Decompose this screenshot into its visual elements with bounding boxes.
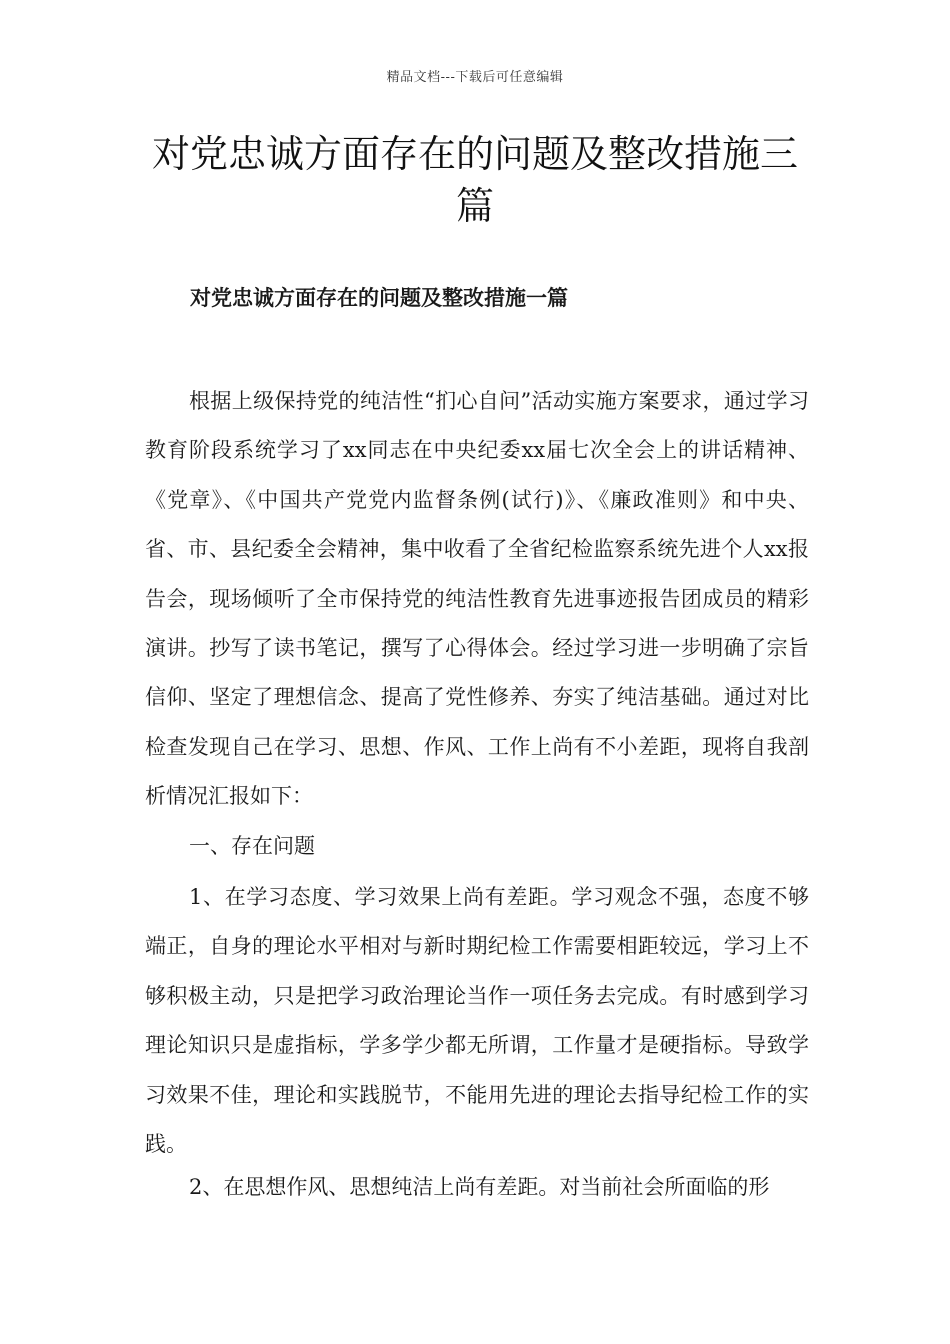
- document-title: 对党忠诚方面存在的问题及整改措施三篇: [151, 132, 798, 228]
- page-header-note: 精品文档---下载后可任意编辑: [386, 70, 564, 85]
- intro-paragraph: 根据上级保持党的纯洁性“扪心自问”活动实施方案要求，通过学习教育阶段系统学习了xx同志在中央纪委xx届七次全会上的讲话精神、《党章》、《中国共产党党内监督条例(试行)》、《廉政准则》和中央、省、市、县纪委全会精神，集中收看了全省纪检监察系统先进个人xx报告会，现场倾听了全市保持党的纯洁性教育先进事迹报告团成员的精彩演讲。抄写了读书笔记，撰写了心得体会。经过学习进一步明确了宗旨信仰、坚定了理想信念、提高了党性修养、夯实了纯洁基础。通过对比检查发现自己在学习、思想、作风、工作上尚有不小差距，现将自我剖析情况汇报如下：: [145, 389, 809, 809]
- problem-paragraph-1: 1、在学习态度、学习效果上尚有差距。学习观念不强，态度不够端正，自身的理论水平相对与新时期纪检工作需要相距较远，学习上不够积极主动，只是把学习政治理论当作一项任务去完成。有时感到学习理论知识只是虚指标，学多学少都无所谓，工作量才是硬指标。导致学习效果不佳，理论和实践脱节，不能用先进的理论去指导纪检工作的实践。: [145, 885, 809, 1157]
- section-title: 对党忠诚方面存在的问题及整改措施一篇: [190, 285, 568, 310]
- subheading-existing-problems: 一、存在问题: [189, 834, 315, 858]
- problem-paragraph-2: 2、在思想作风、思想纯洁上尚有差距。对当前社会所面临的形: [189, 1175, 770, 1199]
